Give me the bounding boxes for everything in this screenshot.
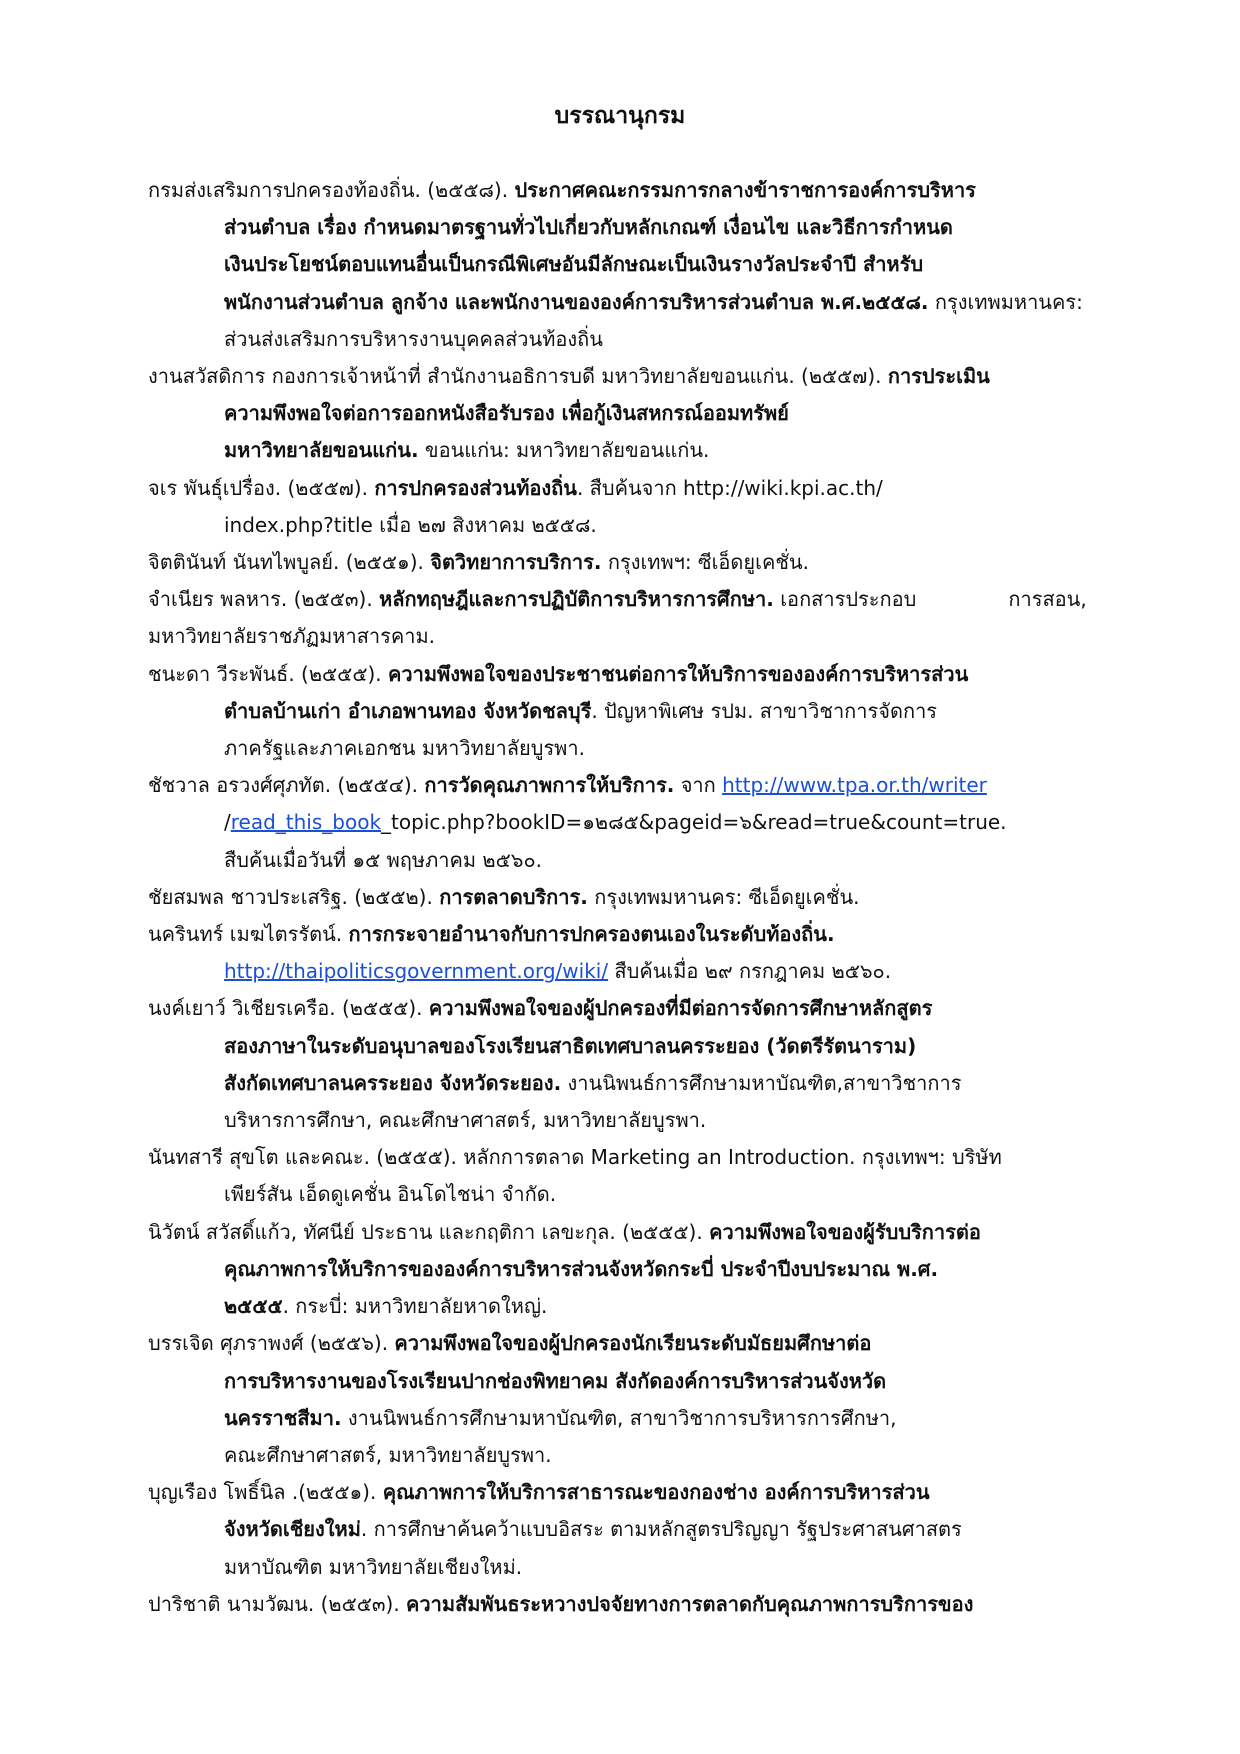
entry-text: ชัชวาล อรวงศ์ศุภทัต. (๒๕๕๔). — [148, 773, 425, 798]
bibliography-list — [148, 172, 1148, 1623]
entry-title-text: ความพึงพอใจต่อการออกหนังสือรับรอง เพื่อกู้เงินสหกรณ์ออมทรัพย์ — [224, 401, 789, 426]
url-link[interactable]: http://thaipoliticsgovernment.org/wiki/ — [224, 959, 609, 984]
bibliography-entry — [148, 1586, 1148, 1623]
entry-title-text: ประกาศคณะกรรมการกลางข้าราชการองค์การบริหาร — [514, 178, 976, 202]
entry-line — [148, 953, 1148, 990]
entry-text: นครินทร์ เมฆไตรรัตน์. — [148, 922, 349, 947]
entry-line — [148, 246, 1148, 283]
entry-title-text: มหาวิทยาลัยขอนแก่น. — [224, 438, 419, 463]
entry-line — [148, 470, 1148, 507]
bibliography-entry — [148, 879, 1148, 916]
entry-text: งานนิพนธ์การศึกษามหาบัณฑิต,สาขาวิชาการ — [561, 1070, 962, 1095]
entry-text: ขอนแก่น: มหาวิทยาลัยขอนแก่น. — [418, 438, 710, 463]
entry-title-text: สังกัดเทศบาลนครระยอง จังหวัดระยอง. — [224, 1070, 562, 1095]
entry-title-text: จิตวิทยาการบริการ. — [430, 550, 602, 575]
bibliography-entry — [148, 1325, 1148, 1474]
entry-line — [148, 804, 1148, 841]
entry-line — [148, 879, 1148, 916]
entry-text: งานนิพนธ์การศึกษามหาบัณฑิต, สาขาวิชาการบริหารการศึกษา, — [341, 1405, 897, 1430]
entry-title-text: การปกครองส่วนท้องถิ่น — [374, 475, 577, 500]
entry-text: สืบค้นเมื่อวันที่ ๑๕ พฤษภาคม ๒๕๖๐. — [224, 847, 543, 872]
entry-line — [148, 358, 1148, 395]
page-title: บรรณานุกรม — [554, 103, 686, 129]
entry-text: . สืบค้นจาก http://wiki.kpi.ac.th/ — [576, 475, 883, 500]
entry-title-text: การตลาดบริการ. — [439, 884, 588, 909]
entry-line — [148, 1288, 1148, 1325]
entry-line — [148, 321, 1148, 358]
entry-title-text: หลักทฤษฎีและการปฏิบัติการบริหารการศึกษา. — [379, 587, 774, 612]
entry-line — [148, 1214, 1148, 1251]
entry-text: กรุงเทพฯ: ซีเอ็ดยูเคชั่น. — [601, 550, 809, 575]
entry-line — [148, 581, 1148, 618]
entry-line — [148, 284, 1148, 321]
entry-text: ปาริชาติ นามวัฒน. (๒๕๕๓). — [148, 1591, 407, 1616]
entry-line — [148, 1511, 1148, 1548]
bibliography-entry — [148, 358, 1148, 470]
entry-text: นันทสารี สุขโต และคณะ. (๒๕๕๕). หลักการตลาด Marketing an Introduction. กรุงเทพฯ: บริษัท — [148, 1145, 1002, 1170]
entry-title-text: การกระจายอำนาจกับการปกครองตนเองในระดับท้องถิ่น. — [348, 922, 835, 947]
entry-title-text: การวัดคุณภาพการให้บริการ. — [424, 773, 675, 798]
entry-text: ภาครัฐและภาคเอกชน มหาวิทยาลัยบูรพา. — [224, 736, 585, 761]
entry-text: มหาบัณฑิต มหาวิทยาลัยเชียงใหม่. — [224, 1554, 523, 1579]
entry-line — [148, 990, 1148, 1027]
entry-text: นิวัตน์ สวัสดิ์แก้ว, ทัศนีย์ ประธาน และกฤติกา เลขะกุล. (๒๕๕๕). — [148, 1219, 710, 1244]
bibliography-entry — [148, 990, 1148, 1139]
entry-text: ชัยสมพล ชาวประเสริฐ. (๒๕๕๒). — [148, 884, 440, 909]
entry-text: บรรเจิด ศุภราพงศ์ (๒๕๕๖). — [148, 1331, 395, 1356]
entry-title-text: ความพึงพอใจของประชาชนต่อการให้บริการขององค์การบริหารส่วน — [387, 661, 969, 686]
entry-text: กรุงเทพมหานคร: — [928, 289, 1083, 314]
entry-line — [148, 693, 1148, 730]
entry-text: นงค์เยาว์ วิเชียรเครือ. (๒๕๕๕). — [148, 996, 429, 1021]
entry-text: มหาวิทยาลัยราชภัฏมหาสารคาม. — [148, 624, 436, 649]
entry-title-text: สองภาษาในระดับอนุบาลของโรงเรียนสาธิตเทศบาลนครระยอง (วัดตรีรัตนาราม) — [224, 1033, 917, 1058]
entry-line — [148, 767, 1148, 804]
entry-line — [148, 1102, 1148, 1139]
bibliography-entry — [148, 581, 1148, 655]
bibliography-entry — [148, 916, 1148, 990]
entry-text: index.php?title เมื่อ ๒๗ สิงหาคม ๒๕๕๘. — [224, 512, 597, 537]
entry-text: เอกสารประกอบ — [773, 587, 917, 612]
entry-line — [148, 1400, 1148, 1437]
entry-title-text: คุณภาพการให้บริการสาธารณะของกองช่าง องค์การบริหารส่วน — [382, 1480, 930, 1505]
entry-line — [148, 507, 1148, 544]
entry-title-text: จังหวัดเชียงใหม่ — [224, 1517, 361, 1542]
entry-line — [148, 730, 1148, 767]
entry-line — [148, 1474, 1148, 1511]
entry-text: กรมส่งเสริมการปกครองท้องถิ่น. (๒๕๕๘). — [148, 178, 515, 202]
entry-title-text: พนักงานส่วนตำบล ลูกจ้าง และพนักงานขององค์การบริหารส่วนตำบล พ.ศ.๒๕๕๘. — [224, 289, 929, 314]
entry-line — [148, 209, 1148, 246]
entry-title-text: นครราชสีมา. — [224, 1405, 342, 1430]
entry-text: การสอน, — [1008, 587, 1087, 612]
entry-line — [148, 1065, 1148, 1102]
entry-line — [148, 395, 1148, 432]
entry-title-text: คุณภาพการให้บริการขององค์การบริหารส่วนจังหวัดกระบี่ ประจำปีงบประมาณ พ.ศ. — [224, 1256, 939, 1281]
entry-text: บุญเรือง โพธิ์นิล .(๒๕๕๑). — [148, 1480, 383, 1505]
entry-line — [148, 1139, 1148, 1176]
entry-title-text: การบริหารงานของโรงเรียนปากช่องพิทยาคม สังกัดองค์การบริหารส่วนจังหวัด — [224, 1368, 887, 1393]
entry-text: จิตตินันท์ นันทไพบูลย์. (๒๕๕๑). — [148, 550, 431, 575]
entry-line — [148, 842, 1148, 879]
entry-text: สืบค้นเมื่อ ๒๙ กรกฎาคม ๒๕๖๐. — [608, 959, 892, 984]
entry-text: บริหารการศึกษา, คณะศึกษาศาสตร์, มหาวิทยาลัยบูรพา. — [224, 1108, 707, 1133]
bibliography-entry — [148, 1474, 1148, 1586]
entry-line — [148, 1586, 1148, 1623]
bibliography-entry — [148, 544, 1148, 581]
bibliography-entry — [148, 470, 1148, 544]
entry-line — [148, 1437, 1148, 1474]
entry-line — [148, 1363, 1148, 1400]
entry-text: _topic.php?bookID=๑๒๘๕&pageid=๖&read=true&count=true. — [381, 810, 1007, 835]
bibliography-entry — [148, 172, 1148, 358]
entry-line — [148, 1028, 1148, 1065]
entry-line — [148, 1251, 1148, 1288]
entry-line — [148, 1549, 1148, 1586]
entry-text: เพียร์สัน เอ็ดดูเคชั่น อินโดไชน่า จำกัด. — [224, 1182, 557, 1207]
entry-line — [148, 544, 1148, 581]
entry-text: ชนะดา วีระพันธ์. (๒๕๕๕). — [148, 661, 388, 686]
entry-title-text: การประเมิน — [887, 364, 990, 389]
entry-line — [148, 1176, 1148, 1213]
entry-line — [148, 656, 1148, 693]
entry-text: จาก — [674, 773, 723, 798]
entry-title-text: ส่วนตำบล เรื่อง กำหนดมาตรฐานทั่วไปเกี่ยวกับหลักเกณฑ์ เงื่อนไข และวิธีการกำหนด — [224, 215, 953, 240]
entry-title-text: เงินประโยชน์ตอบแทนอื่นเป็นกรณีพิเศษอันมีลักษณะเป็นเงินรางวัลประจำปี สำหรับ — [224, 252, 924, 277]
entry-line — [148, 916, 1148, 953]
entry-text: งานสวัสดิการ กองการเจ้าหน้าที่ สำนักงานอธิการบดี มหาวิทยาลัยขอนแก่น. (๒๕๕๗). — [148, 364, 888, 389]
entry-text: . กระบี่: มหาวิทยาลัยหาดใหญ่. — [282, 1294, 548, 1319]
url-link[interactable]: http://www.tpa.or.th/writer — [722, 773, 987, 798]
entry-text: . ปัญหาพิเศษ รปม. สาขาวิชาการจัดการ — [591, 698, 938, 723]
entry-text: จำเนียร พลหาร. (๒๕๕๓). — [148, 587, 380, 612]
entry-text: / — [224, 810, 231, 835]
bibliography-entry — [148, 656, 1148, 768]
entry-line — [148, 172, 1148, 209]
entry-title-text: ความพึงพอใจของผู้รับบริการต่อ — [709, 1219, 981, 1244]
entry-title-text: ความพึงพอใจของผู้ปกครองที่มีต่อการจัดการศึกษาหลักสูตร — [428, 996, 933, 1021]
entry-text: จเร พันธุ์เปรื่อง. (๒๕๕๗). — [148, 475, 375, 500]
entry-text: กรุงเทพมหานคร: ซีเอ็ดยูเคชั่น. — [587, 884, 860, 909]
entry-title-text: ๒๕๕๕ — [224, 1294, 283, 1319]
bibliography-entry — [148, 1139, 1148, 1213]
entry-line — [148, 432, 1148, 469]
entry-title-text: ความสัมพันธระหวางปจจัยทางการตลาดกับคุณภาพการบริการของ — [406, 1591, 974, 1616]
entry-line — [148, 618, 1148, 655]
url-link[interactable]: read_this_book — [230, 810, 382, 835]
entry-text: ส่วนส่งเสริมการบริหารงานบุคคลส่วนท้องถิ่น — [224, 326, 603, 351]
bibliography-entry — [148, 1214, 1148, 1326]
entry-text: . การศึกษาค้นคว้าแบบอิสระ ตามหลักสูตรปริญญา รัฐประศาสนศาสตร — [360, 1517, 962, 1542]
bibliography-entry — [148, 767, 1148, 879]
entry-line — [148, 1325, 1148, 1362]
entry-title-text: ความพึงพอใจของผู้ปกครองนักเรียนระดับมัธยมศึกษาต่อ — [394, 1331, 872, 1356]
entry-text: คณะศึกษาศาสตร์, มหาวิทยาลัยบูรพา. — [224, 1442, 552, 1467]
entry-title-text: ตำบลบ้านเก่า อำเภอพานทอง จังหวัดชลบุรี — [224, 698, 592, 723]
